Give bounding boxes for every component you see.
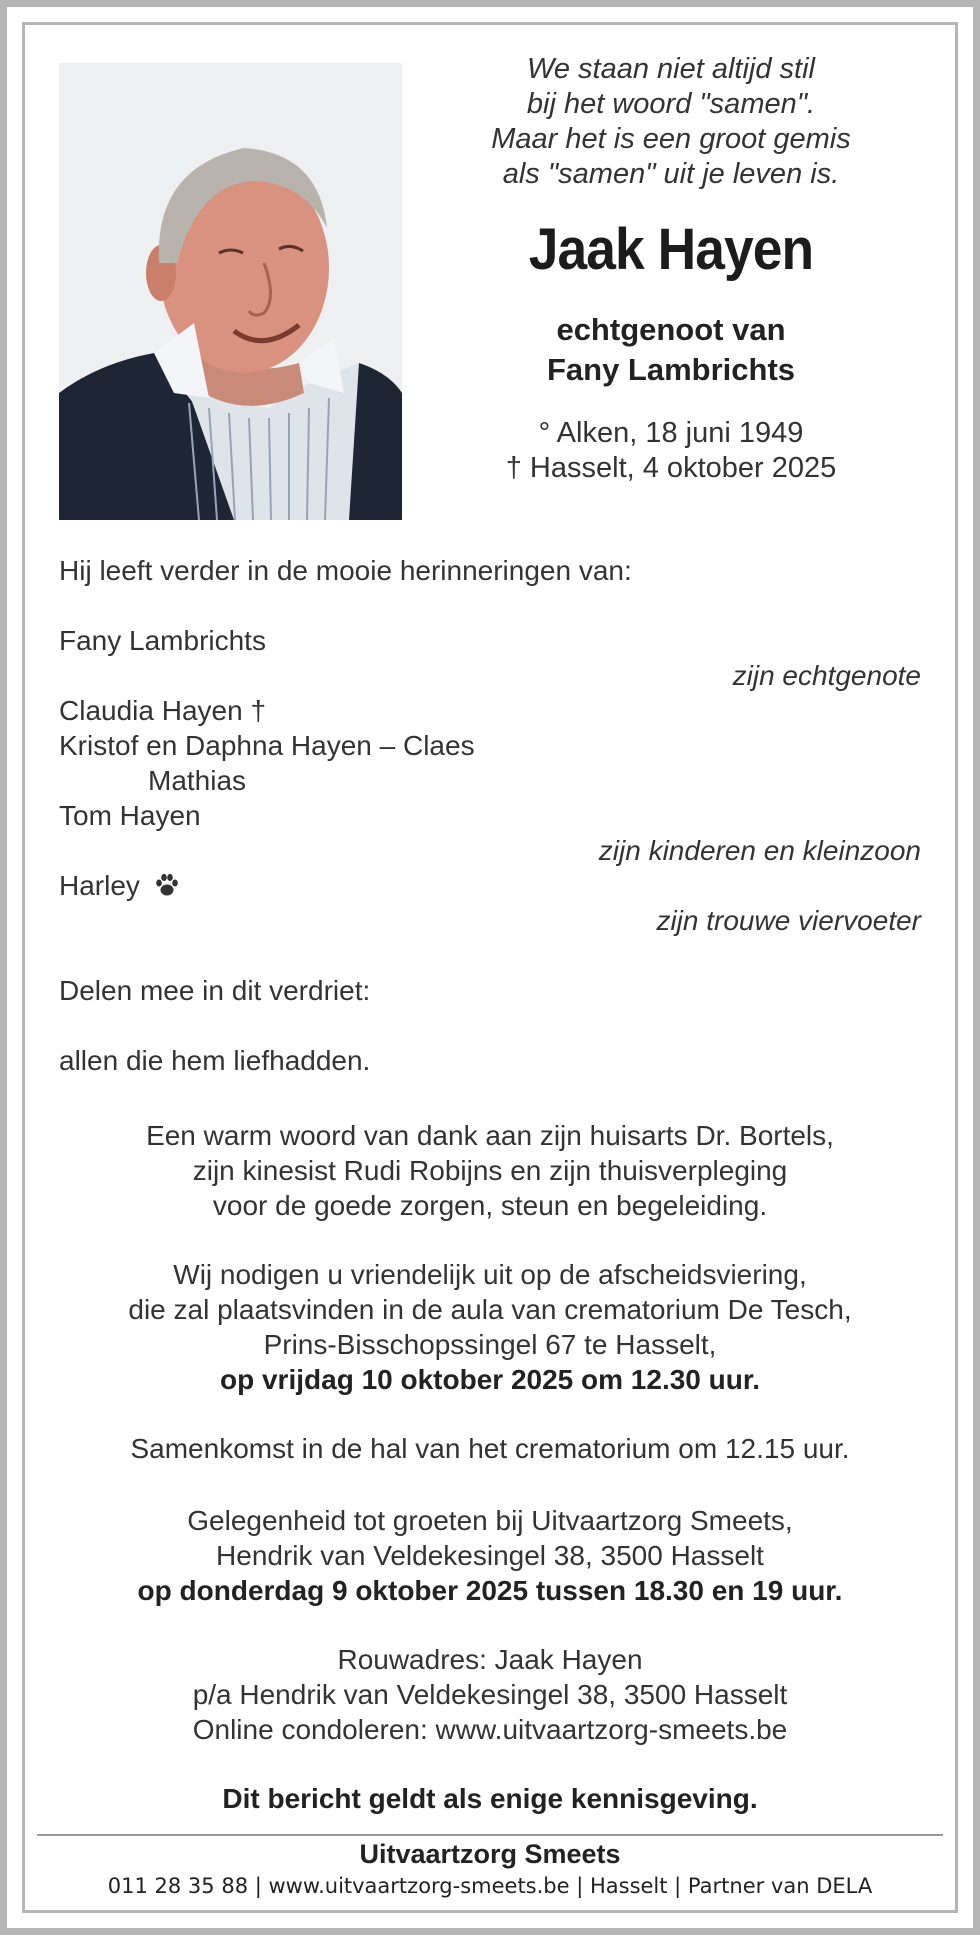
thanks-line: Een warm woord van dank aan zijn huisarts Dr. Bortels, [146, 1120, 834, 1151]
footer-contact[interactable]: 011 28 35 88 | www.uitvaartzorg-smeets.be | Hasselt | Partner van DELA [107, 1874, 873, 1898]
spouse-name-line: Fany Lambrichts [59, 625, 266, 656]
visitation-line: Gelegenheid tot groeten bij Uitvaartzorg Smeets, [187, 1505, 793, 1536]
thanks-block [40, 1118, 940, 1223]
notice-line: Dit bericht geldt als enige kennisgeving. [222, 1783, 758, 1814]
gathering-line: Samenkomst in de hal van het crematorium om 12.15 uur. [130, 1433, 850, 1464]
birth-date: ° Alken, 18 juni 1949 [538, 417, 804, 449]
deceased-name: Jaak Hayen [528, 217, 814, 282]
spouse-name: Fany Lambrichts [546, 352, 796, 387]
poem-line: bij het woord "samen". [526, 88, 816, 120]
ceremony-datetime: op vrijdag 10 oktober 2025 om 12.30 uur. [220, 1364, 760, 1395]
poem-line: als "samen" uit je leven is. [502, 158, 840, 190]
address-line: Rouwadres: Jaak Hayen [337, 1644, 643, 1675]
spouse-block [440, 310, 902, 390]
share-intro: Delen mee in dit verdriet: [59, 975, 371, 1006]
pet-line [59, 868, 921, 903]
footer-divider [37, 1834, 943, 1836]
ceremony-line: die zal plaatsvinden in de aula van crematorium De Tesch, [128, 1294, 852, 1325]
portrait-photo [59, 63, 402, 520]
ceremony-line: Wij nodigen u vriendelijk uit op de afscheidsviering, [173, 1259, 807, 1290]
address-line: p/a Hendrik van Veldekesingel 38, 3500 Hasselt [192, 1679, 788, 1710]
poem-line: We staan niet altijd stil [527, 53, 815, 85]
condolence-link[interactable]: Online condoleren: www.uitvaartzorg-smeets.be [192, 1714, 788, 1745]
pet-role: zijn trouwe viervoeter [656, 905, 921, 936]
child-name: Kristof en Daphna Hayen – Claes [59, 730, 475, 761]
header-column [440, 52, 902, 486]
family-section [59, 553, 921, 1078]
death-date: † Hasselt, 4 oktober 2025 [505, 452, 837, 484]
grandchild-name: Mathias [148, 765, 247, 796]
life-dates [440, 416, 902, 486]
visitation-datetime: op donderdag 9 oktober 2025 tussen 18.30 en 19 uur. [137, 1575, 843, 1606]
thanks-line: zijn kinesist Rudi Robijns en zijn thuisverpleging [192, 1155, 788, 1186]
spouse-label: echtgenoot van [556, 312, 786, 347]
footer-company: Uitvaartzorg Smeets [359, 1839, 621, 1869]
address-block [40, 1642, 940, 1747]
poem [440, 52, 902, 192]
visitation-line: Hendrik van Veldekesingel 38, 3500 Hasselt [216, 1540, 764, 1571]
thanks-line: voor de goede zorgen, steun en begeleiding. [212, 1190, 768, 1221]
share-all: allen die hem liefhadden. [59, 1045, 371, 1076]
visitation-block [40, 1503, 940, 1608]
spouse-role: zijn echtgenote [732, 660, 921, 691]
ceremony-block [40, 1257, 940, 1397]
family-intro: Hij leeft verder in de mooie herinneringen van: [59, 555, 632, 586]
paw-icon [154, 871, 180, 897]
child-name: Tom Hayen [59, 800, 201, 831]
child-name: Claudia Hayen † [59, 695, 267, 726]
ceremony-line: Prins-Bisschopssingel 67 te Hasselt, [263, 1329, 717, 1360]
children-role: zijn kinderen en kleinzoon [598, 835, 921, 866]
pet-name: Harley [59, 870, 140, 901]
poem-line: Maar het is een groot gemis [491, 123, 851, 155]
